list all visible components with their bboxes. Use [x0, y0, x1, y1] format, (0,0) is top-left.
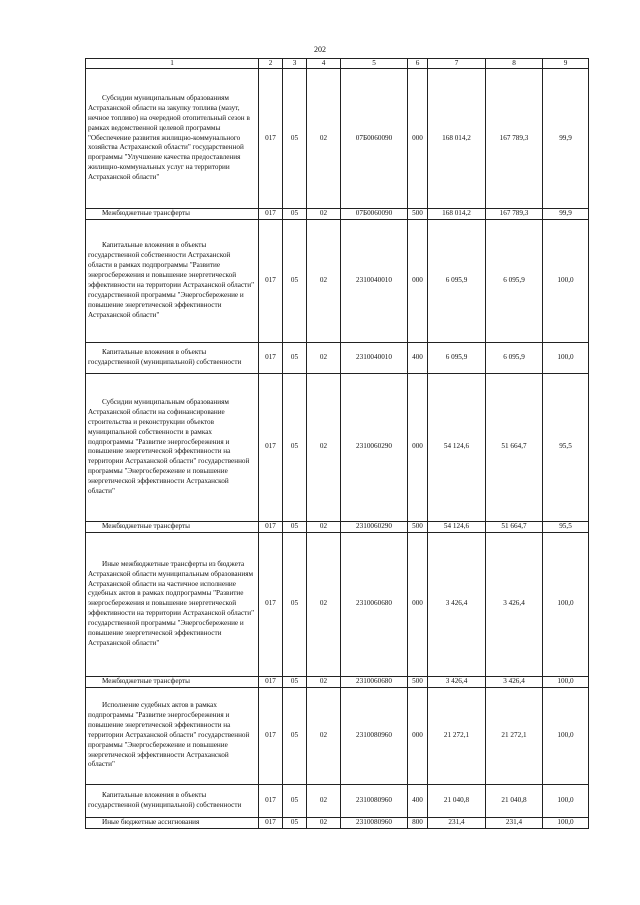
cell-c8: 167 789,3	[486, 209, 543, 220]
row-name: Межбюджетные трансферты	[102, 676, 190, 685]
page-number: 202	[314, 45, 326, 54]
cell-c2: 017	[259, 342, 283, 373]
cell-c4: 02	[307, 69, 341, 209]
cell-c8: 3 426,4	[486, 676, 543, 687]
cell-c8: 3 426,4	[486, 532, 543, 676]
cell-c8: 167 789,3	[486, 69, 543, 209]
cell-c6: 000	[408, 219, 428, 342]
table-row	[86, 373, 589, 521]
row-name-cell	[86, 521, 259, 532]
row-name: Исполнение судебных актов в рамках подпрограммы "Развитие энергосбережения и повышение энергетической эффективности на территории Астраханской области" государственной программы "Энергосбережение и повышение энергетической эффективности Астраханской области"	[88, 701, 250, 769]
cell-c2: 017	[259, 209, 283, 220]
cell-c3: 05	[283, 817, 307, 828]
cell-c9: 100,0	[543, 342, 589, 373]
cell-c9: 100,0	[543, 676, 589, 687]
cell-c8: 231,4	[486, 817, 543, 828]
cell-c3: 05	[283, 784, 307, 817]
column-header: 1	[86, 59, 259, 69]
cell-c8: 51 664,7	[486, 373, 543, 521]
cell-c7: 21 040,8	[428, 784, 486, 817]
column-header: 7	[428, 59, 486, 69]
row-name: Иные межбюджетные трансферты из бюджета Астраханской области муниципальным образованиям Астраханской области на частичное исполнение судебных актов в рамках подпрограммы "Развитие энергосбережения и повышение энергетической эффективности на территории Астраханской области" государственной программы "Энергосбережение и повышение энергетической эффективности Астраханской области"	[88, 559, 255, 647]
table-row	[86, 676, 589, 687]
cell-c9: 100,0	[543, 784, 589, 817]
cell-c4: 02	[307, 676, 341, 687]
row-name: Субсидии муниципальным образованиям Астраханской области на закупку топлива (мазут, нечное топливо) на очередной отопительный сезон в рамках ведомственной целевой программы "Обеспечение развития жилищно-коммунального хозяйства Астраханской области" государственной программы "Улучшение качества предоставления жилищно-коммунальных услуг на территории Астраханской области"	[88, 93, 250, 182]
cell-c4: 02	[307, 209, 341, 220]
cell-c9: 100,0	[543, 532, 589, 676]
cell-c4: 02	[307, 532, 341, 676]
table-row	[86, 687, 589, 784]
cell-c7: 3 426,4	[428, 676, 486, 687]
cell-c7: 54 124,6	[428, 521, 486, 532]
cell-c7: 168 014,2	[428, 209, 486, 220]
cell-c7: 6 095,9	[428, 342, 486, 373]
cell-c6: 800	[408, 817, 428, 828]
cell-c9: 99,9	[543, 69, 589, 209]
table-row	[86, 784, 589, 817]
cell-c7: 231,4	[428, 817, 486, 828]
cell-c6: 400	[408, 784, 428, 817]
cell-c4: 02	[307, 687, 341, 784]
row-name-cell	[86, 342, 259, 373]
cell-c9: 95,5	[543, 373, 589, 521]
row-name-cell	[86, 209, 259, 220]
cell-c5: 2310080960	[341, 817, 408, 828]
row-name-cell	[86, 817, 259, 828]
cell-c3: 05	[283, 676, 307, 687]
column-header: 9	[543, 59, 589, 69]
cell-c6: 400	[408, 342, 428, 373]
row-name: Межбюджетные трансферты	[102, 521, 190, 530]
row-name: Субсидии муниципальным образованиям Астраханской области на софинансирование строительства и реконструкции объектов муниципальной собственности в рамках подпрограммы "Развитие энергосбережения и повышение энергетической эффективности на территории Астраханской области" государственной программы "Энергосбережение и повышение энергетической эффективности Астраханской области"	[88, 397, 250, 496]
table-body	[86, 69, 589, 829]
cell-c6: 000	[408, 532, 428, 676]
cell-c3: 05	[283, 521, 307, 532]
table-row	[86, 209, 589, 220]
cell-c4: 02	[307, 784, 341, 817]
cell-c5: 2310080960	[341, 784, 408, 817]
cell-c7: 54 124,6	[428, 373, 486, 521]
cell-c9: 100,0	[543, 219, 589, 342]
cell-c3: 05	[283, 69, 307, 209]
cell-c6: 500	[408, 521, 428, 532]
table-row	[86, 69, 589, 209]
cell-c6: 500	[408, 676, 428, 687]
cell-c7: 21 272,1	[428, 687, 486, 784]
column-header: 5	[341, 59, 408, 69]
cell-c2: 017	[259, 532, 283, 676]
cell-c2: 017	[259, 687, 283, 784]
cell-c9: 100,0	[543, 817, 589, 828]
row-name-cell	[86, 373, 259, 521]
cell-c7: 168 014,2	[428, 69, 486, 209]
cell-c8: 6 095,9	[486, 219, 543, 342]
cell-c2: 017	[259, 784, 283, 817]
row-name-cell	[86, 676, 259, 687]
cell-c4: 02	[307, 521, 341, 532]
table-row	[86, 342, 589, 373]
column-header: 8	[486, 59, 543, 69]
row-name-cell	[86, 69, 259, 209]
cell-c5: 2310060680	[341, 676, 408, 687]
cell-c4: 02	[307, 817, 341, 828]
table-row	[86, 521, 589, 532]
cell-c5: 07Б0060090	[341, 209, 408, 220]
cell-c3: 05	[283, 342, 307, 373]
cell-c5: 2310060290	[341, 521, 408, 532]
row-name: Межбюджетные трансферты	[102, 209, 190, 217]
cell-c5: 2310080960	[341, 687, 408, 784]
cell-c2: 017	[259, 373, 283, 521]
cell-c5: 2310060290	[341, 373, 408, 521]
cell-c6: 000	[408, 373, 428, 521]
cell-c3: 05	[283, 209, 307, 220]
row-name-cell	[86, 687, 259, 784]
table-row	[86, 532, 589, 676]
cell-c9: 100,0	[543, 687, 589, 784]
cell-c5: 2310040010	[341, 342, 408, 373]
cell-c2: 017	[259, 817, 283, 828]
row-name: Иные бюджетные ассигнования	[102, 817, 200, 826]
cell-c6: 500	[408, 209, 428, 220]
cell-c8: 21 272,1	[486, 687, 543, 784]
cell-c3: 05	[283, 219, 307, 342]
cell-c7: 6 095,9	[428, 219, 486, 342]
cell-c6: 000	[408, 687, 428, 784]
cell-c6: 000	[408, 69, 428, 209]
cell-c5: 2310040010	[341, 219, 408, 342]
budget-table	[85, 58, 589, 829]
cell-c3: 05	[283, 687, 307, 784]
cell-c4: 02	[307, 342, 341, 373]
table-row	[86, 817, 589, 828]
row-name-cell	[86, 219, 259, 342]
row-name: Капитальные вложения в объекты государственной (муниципальной) собственности	[88, 348, 242, 366]
cell-c3: 05	[283, 373, 307, 521]
cell-c8: 6 095,9	[486, 342, 543, 373]
row-name-cell	[86, 532, 259, 676]
cell-c9: 99,9	[543, 209, 589, 220]
column-header: 6	[408, 59, 428, 69]
table-row	[86, 219, 589, 342]
column-header: 3	[283, 59, 307, 69]
cell-c2: 017	[259, 676, 283, 687]
column-header: 4	[307, 59, 341, 69]
cell-c5: 07Б0060090	[341, 69, 408, 209]
cell-c4: 02	[307, 219, 341, 342]
cell-c2: 017	[259, 219, 283, 342]
cell-c8: 21 040,8	[486, 784, 543, 817]
column-header: 2	[259, 59, 283, 69]
cell-c5: 2310060680	[341, 532, 408, 676]
cell-c3: 05	[283, 532, 307, 676]
row-name: Капитальные вложения в объекты государственной (муниципальной) собственности	[88, 790, 242, 809]
cell-c2: 017	[259, 521, 283, 532]
row-name: Капитальные вложения в объекты государственной собственности Астраханской области в рамках подпрограммы "Развитие энергосбережения и повышение энергетической эффективности на территории Астраханской области" государственной программы "Энергосбережение и повышение энергетической эффективности Астраханской области"	[88, 241, 255, 319]
table-header-row	[86, 59, 589, 69]
cell-c7: 3 426,4	[428, 532, 486, 676]
cell-c8: 51 664,7	[486, 521, 543, 532]
cell-c9: 95,5	[543, 521, 589, 532]
cell-c2: 017	[259, 69, 283, 209]
row-name-cell	[86, 784, 259, 817]
cell-c4: 02	[307, 373, 341, 521]
